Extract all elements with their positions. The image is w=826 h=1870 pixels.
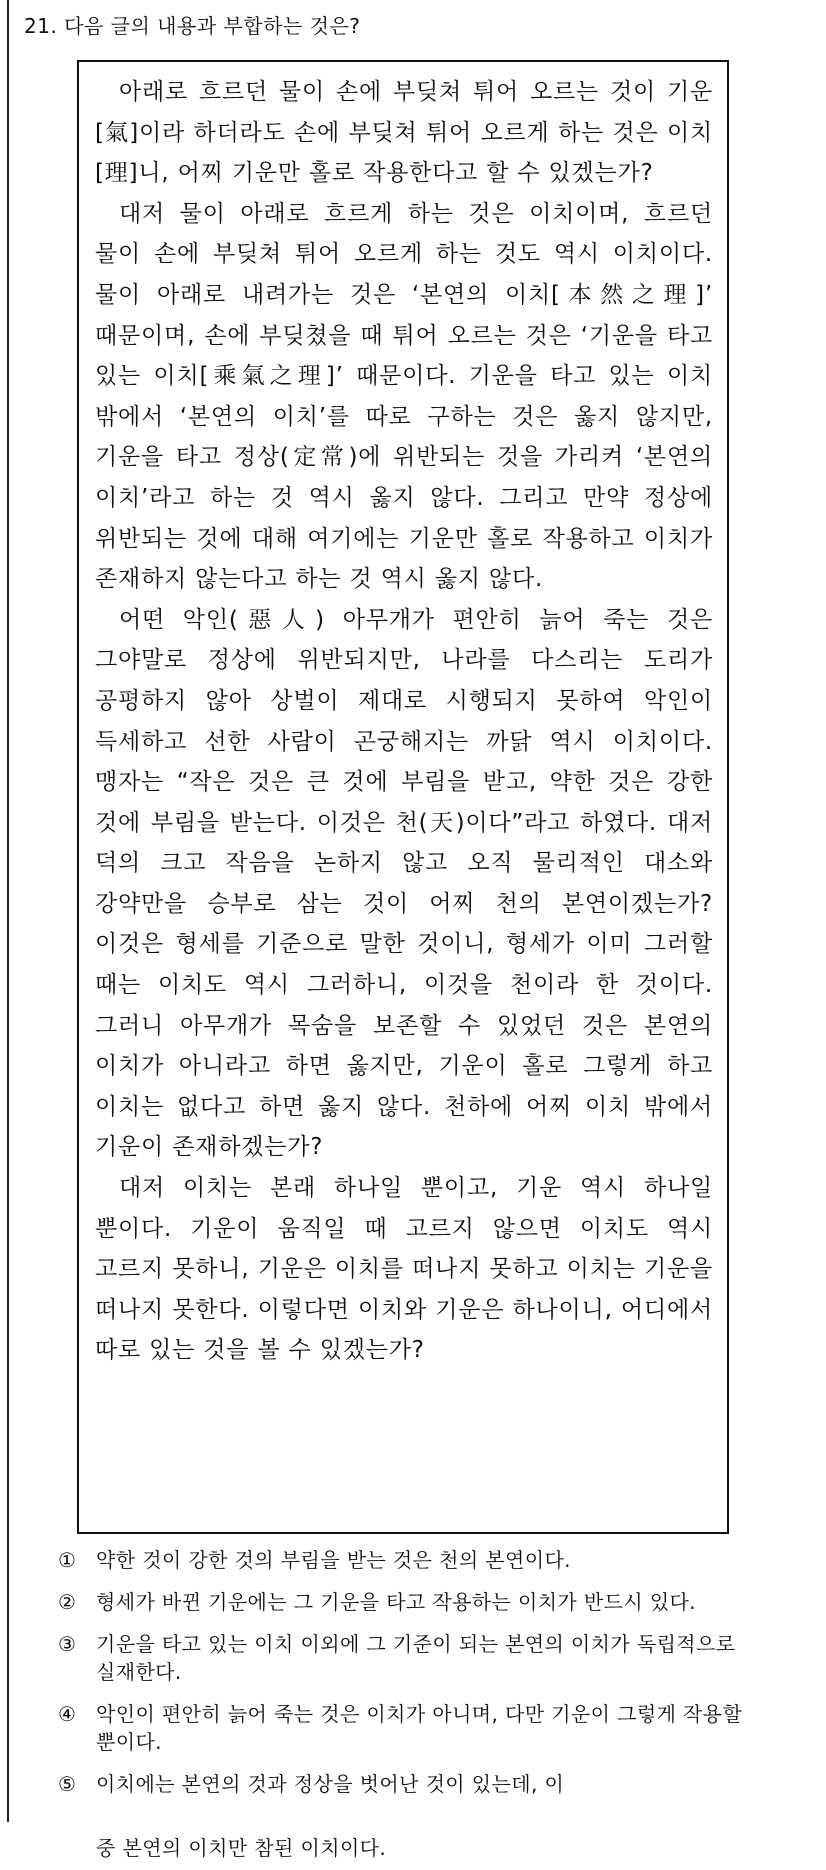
passage-paragraph: 어떤 악인(惡人) 아무개가 편안히 늙어 죽는 것은 그야말로 정상에 위반되지만, 나라를 다스리는 도리가 공평하지 않아 상벌이 제대로 시행되지 못하여 악인이 득세하고 선한 사람이 곤궁해지는 까닭 역시 이치이다. 맹자는 “작은 것은 큰 것에 부림을 받고, 약한 것은 강한 것에 부림을 받는다. 이것은 천(天)이다”라고 하였다. 대저 덕의 크고 작음을 논하지 않고 오직 물리적인 대소와 강약만을 승부로 삼는 것이 어찌 천의 본연이겠는가? 이것은 형세를 기준으로 말한 것이니, 형세가 이미 그러할 때는 이치도 역시 그러하니, 이것을 천이라 한 것이다. 그러니 아무개가 목숨을 보존할 수 있었던 것은 본연의 이치가 아니라고 하면 옳지만, 기운이 홀로 그렇게 하고 이치는 없다고 하면 옳지 않다. 천하에 어찌 이치 밖에서 기운이 존재하겠는가? [95,606,713,1161]
choice-number: ③ [58,1632,77,1656]
passage-paragraph: 아래로 흐르던 물이 손에 부딪쳐 튀어 오르는 것이 기운[氣]이라 하더라도 손에 부딪쳐 튀어 오르게 하는 것은 이치[理]니, 어찌 기운만 홀로 작용한다고 할 수 있겠는가? [95,79,713,187]
choice-text: 약한 것이 강한 것의 부림을 받는 것은 천의 본연이다. [96,1548,571,1572]
choice-number: ④ [58,1702,77,1726]
choice-text: 악인이 편안히 늙어 죽는 것은 이치가 아니며, 다만 기운이 그렇게 작용할 뿐이다. [96,1702,743,1754]
choice-number: ① [58,1548,77,1572]
passage-paragraph: 대저 이치는 본래 하나일 뿐이고, 기운 역시 하나일 뿐이다. 기운이 움직일 때 고르지 않으면 이치도 역시 고르지 못하니, 기운은 이치를 떠나지 못하고 이치는 기운을 떠나지 못한다. 이렇다면 이치와 기운은 하나이니, 어디에서 따로 있는 것을 볼 수 있겠는가? [95,1175,713,1364]
choice-number: ② [58,1590,77,1614]
choice-text: 기운을 타고 있는 이치 이외에 그 기준이 되는 본연의 이치가 독립적으로 실재한다. [96,1632,736,1684]
choice-3[interactable] [58,1630,758,1686]
choice-2[interactable] [58,1588,758,1616]
choice-text: 이치에는 본연의 것과 정상을 벗어난 것이 있는데, 이 [96,1772,565,1796]
choice-4[interactable] [58,1700,758,1756]
choice-number: ⑤ [58,1772,77,1796]
question-number: 21. [24,14,58,38]
question-text: 다음 글의 내용과 부합하는 것은? [64,14,361,38]
passage-paragraph: 대저 물이 아래로 흐르게 하는 것은 이치이며, 흐르던 물이 손에 부딪쳐 튀어 오르게 하는 것도 역시 이치이다. 물이 아래로 내려가는 것은 ‘본연의 이치[本然之理]’ 때문이며, 손에 부딪쳤을 때 튀어 오르는 것은 ‘기운을 타고 있는 이치[乘氣之理]’ 때문이다. 기운을 타고 있는 이치 밖에서 ‘본연의 이치’를 따로 구하는 것은 옳지 않지만, 기운을 타고 정상(定常)에 위반되는 것을 가리켜 ‘본연의 이치’라고 하는 것 역시 옳지 않다. 그리고 만약 정상에 위반되는 것에 대해 여기에는 기운만 홀로 작용하고 이치가 존재하지 않는다고 하는 것 역시 옳지 않다. [95,200,713,593]
answer-choices [58,1546,758,1812]
left-margin-rule [7,0,9,1822]
choice-1[interactable] [58,1546,758,1574]
question-header [24,12,360,40]
choice-text: 형세가 바뀐 기운에는 그 기운을 타고 작용하는 이치가 반드시 있다. [96,1590,697,1614]
passage-box [77,60,729,1534]
choice-5-continuation: 중 본연의 이치만 참된 이치이다. [96,1836,387,1860]
choice-5[interactable] [58,1770,758,1798]
